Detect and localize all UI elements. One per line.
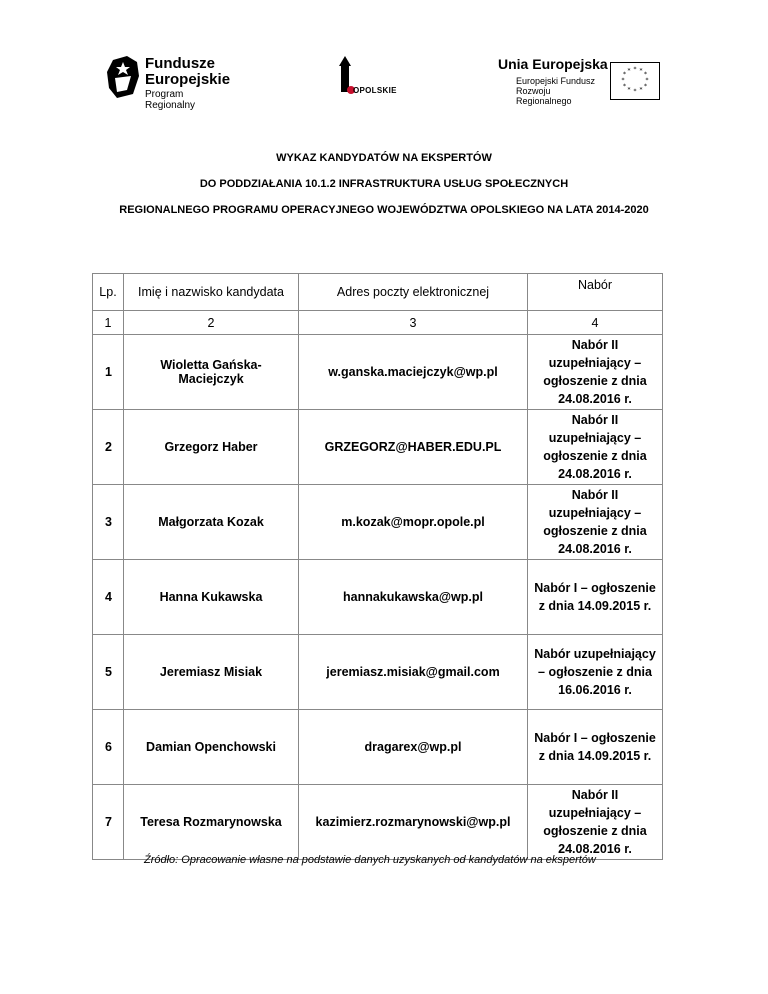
- unia-title: Unia Europejska: [498, 56, 608, 72]
- fundusze-line2: Europejskie: [145, 71, 231, 88]
- header-lp: Lp.: [93, 274, 124, 311]
- row-name: Hanna Kukawska: [124, 560, 299, 635]
- row-nabor: Nabór I – ogłoszenie z dnia 14.09.2015 r.: [528, 710, 663, 785]
- fundusze-europejskie-logo: [105, 54, 235, 111]
- number-cell: 2: [124, 311, 299, 335]
- table-header-row: [93, 274, 663, 311]
- row-lp: 6: [93, 710, 124, 785]
- row-email: kazimierz.rozmarynowski@wp.pl: [299, 785, 528, 860]
- row-lp: 5: [93, 635, 124, 710]
- row-lp: 1: [93, 335, 124, 410]
- row-name: Wioletta Gańska-Maciejczyk: [124, 335, 299, 410]
- logo-bar: [0, 44, 768, 114]
- opolskie-logo: [325, 56, 405, 106]
- heading-line3: REGIONALNEGO PROGRAMU OPERACYJNEGO WOJEWÓDZTWA OPOLSKIEGO NA LATA 2014-2020: [119, 204, 649, 216]
- header-email: Adres poczty elektronicznej: [299, 274, 528, 311]
- table-row: [93, 635, 663, 710]
- table-row: [93, 335, 663, 410]
- row-nabor: Nabór II uzupełniający – ogłoszenie z dnia 24.08.2016 r.: [528, 410, 663, 485]
- fundusze-line1: Fundusze: [145, 55, 215, 72]
- source-footnote: Źródło: Opracowanie własne na podstawie danych uzyskanych od kandydatów na ekspertów: [144, 854, 596, 866]
- row-nabor: Nabór II uzupełniający – ogłoszenie z dnia 24.08.2016 r.: [528, 785, 663, 860]
- header-name: Imię i nazwisko kandydata: [124, 274, 299, 311]
- row-name: Grzegorz Haber: [124, 410, 299, 485]
- table-row: [93, 710, 663, 785]
- row-email: m.kozak@mopr.opole.pl: [299, 485, 528, 560]
- table-row: [93, 560, 663, 635]
- row-nabor: Nabór II uzupełniający – ogłoszenie z dnia 24.08.2016 r.: [528, 335, 663, 410]
- svg-text:*: *: [623, 83, 626, 90]
- header-nabor: Nabór: [528, 274, 663, 311]
- table-row: [93, 785, 663, 860]
- svg-text:*: *: [621, 77, 625, 84]
- fundusze-line3: Program Regionalny: [145, 89, 196, 111]
- unia-europejska-logo: [498, 56, 678, 106]
- row-email: hannakukawska@wp.pl: [299, 560, 528, 635]
- eu-flag-icon: [610, 62, 660, 100]
- row-name: Jeremiasz Misiak: [124, 635, 299, 710]
- candidates-table: [92, 273, 663, 860]
- svg-text:*: *: [645, 77, 649, 84]
- svg-text:*: *: [627, 67, 631, 75]
- table-number-row: [93, 311, 663, 335]
- unia-line2: Rozwoju Regionalnego: [516, 86, 572, 106]
- row-nabor: Nabór uzupełniający – ogłoszenie z dnia 16.06.2016 r.: [528, 635, 663, 710]
- document-heading: [0, 151, 768, 229]
- table-row: [93, 485, 663, 560]
- row-name: Teresa Rozmarynowska: [124, 785, 299, 860]
- row-name: Małgorzata Kozak: [124, 485, 299, 560]
- number-cell: 1: [93, 311, 124, 335]
- svg-text:*: *: [639, 86, 643, 94]
- row-lp: 3: [93, 485, 124, 560]
- heading-line2: DO PODDZIAŁANIA 10.1.2 INFRASTRUKTURA USŁUG SPOŁECZNYCH: [199, 178, 569, 190]
- fundusze-emblem-icon: [105, 54, 141, 100]
- row-email: w.ganska.maciejczyk@wp.pl: [299, 335, 528, 410]
- svg-text:*: *: [639, 67, 643, 75]
- svg-text:*: *: [633, 66, 637, 73]
- svg-text:*: *: [644, 71, 647, 78]
- opolskie-tower-icon: [325, 56, 405, 106]
- row-email: GRZEGORZ@HABER.EDU.PL: [299, 410, 528, 485]
- row-lp: 7: [93, 785, 124, 860]
- unia-subtitle: [516, 76, 606, 106]
- svg-text:*: *: [627, 86, 631, 94]
- svg-text:*: *: [623, 71, 626, 78]
- table-row: [93, 410, 663, 485]
- row-name: Damian Openchowski: [124, 710, 299, 785]
- svg-text:*: *: [633, 88, 637, 95]
- row-lp: 4: [93, 560, 124, 635]
- row-nabor: Nabór I – ogłoszenie z dnia 14.09.2015 r.: [528, 560, 663, 635]
- row-lp: 2: [93, 410, 124, 485]
- svg-text:*: *: [644, 83, 647, 90]
- opolskie-label: OPOLSKIE: [353, 86, 397, 95]
- unia-line1: Europejski Fundusz: [516, 76, 596, 86]
- row-email: jeremiasz.misiak@gmail.com: [299, 635, 528, 710]
- row-nabor: Nabór II uzupełniający – ogłoszenie z dnia 24.08.2016 r.: [528, 485, 663, 560]
- number-cell: 3: [299, 311, 528, 335]
- number-cell: 4: [528, 311, 663, 335]
- heading-line1: WYKAZ KANDYDATÓW NA EKSPERTÓW: [276, 152, 492, 164]
- row-email: dragarex@wp.pl: [299, 710, 528, 785]
